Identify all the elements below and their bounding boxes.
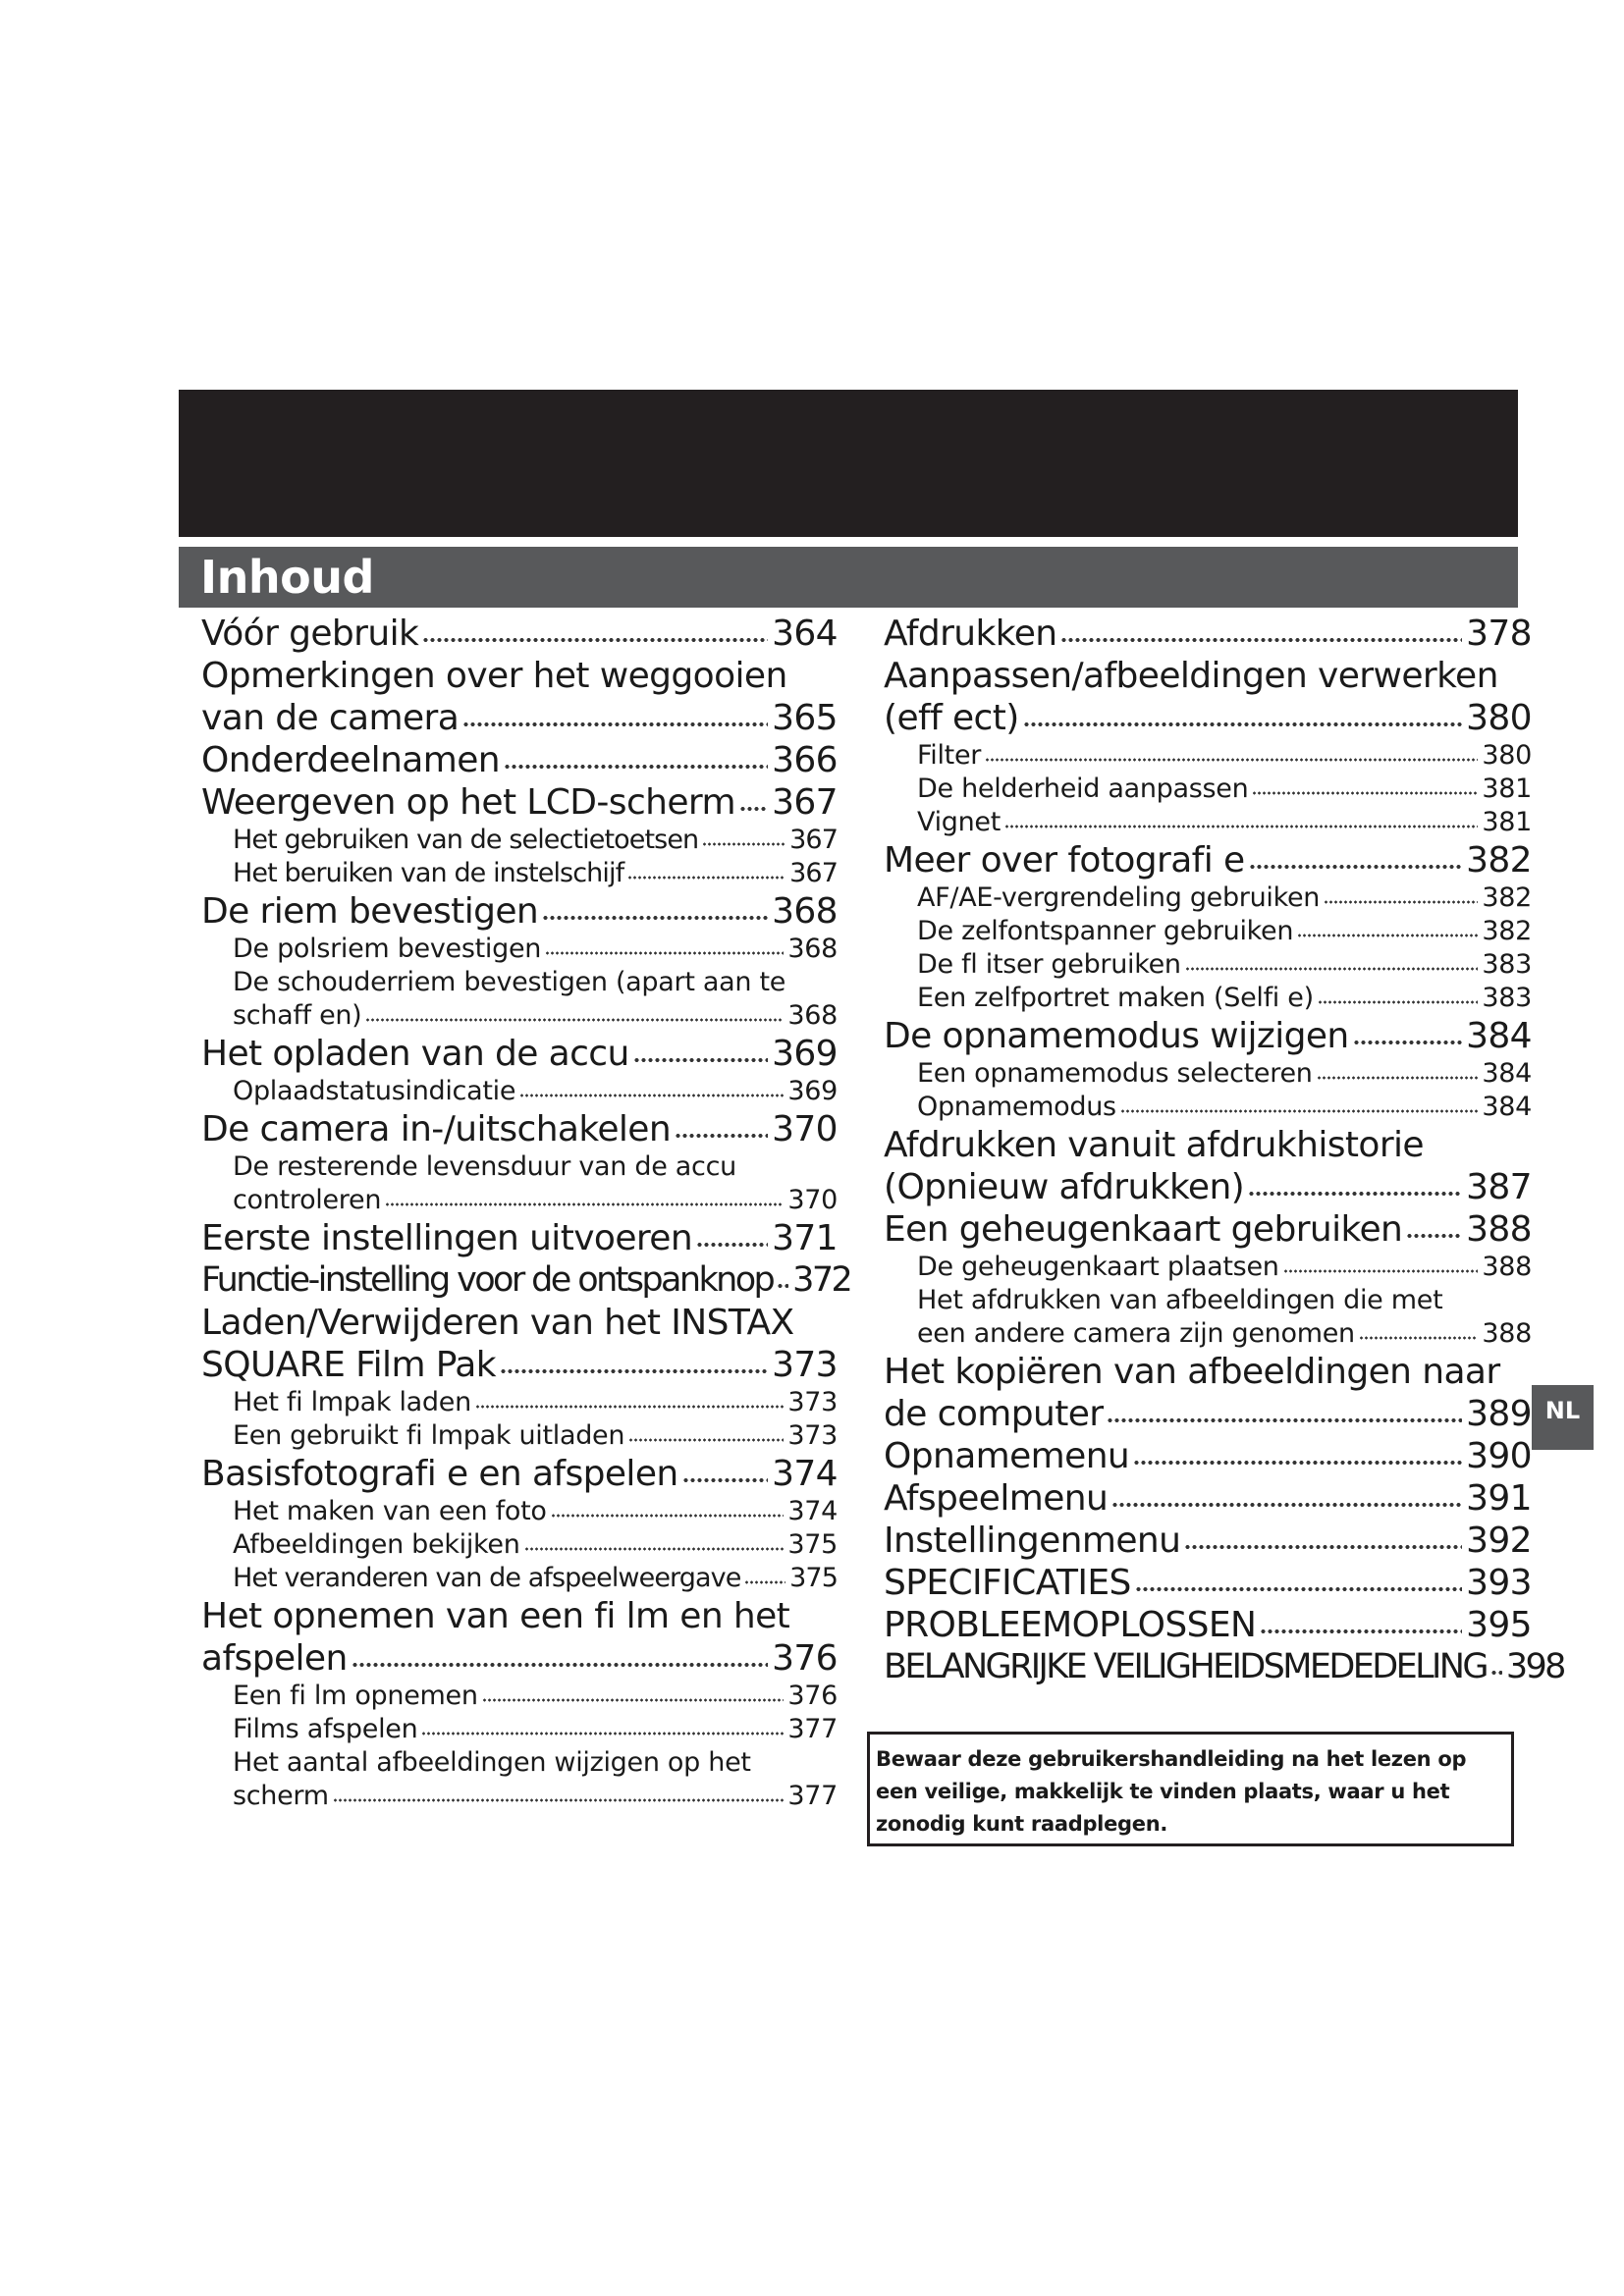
dot-leader xyxy=(542,915,768,921)
toc-entry[interactable] xyxy=(201,1595,838,1680)
toc-entry-title: Het veranderen van de afspeelweergave xyxy=(233,1563,741,1593)
toc-entry-title: Het opnemen van een fi lm en het xyxy=(201,1596,790,1636)
toc-entry-title: Vignet xyxy=(917,807,1001,837)
toc-subentry[interactable] xyxy=(201,1680,838,1713)
dot-leader xyxy=(1359,1336,1479,1340)
toc-subentry[interactable] xyxy=(201,1150,838,1217)
toc-entry-title-cont: scherm xyxy=(233,1781,329,1811)
dot-leader xyxy=(1060,637,1462,643)
dot-leader xyxy=(985,758,1478,762)
toc-subentry[interactable] xyxy=(884,739,1532,773)
dot-leader xyxy=(1353,1040,1462,1045)
toc-entry-title: De zelfontspanner gebruiken xyxy=(917,916,1294,946)
toc-entry-page: 369 xyxy=(787,1076,838,1106)
toc-entry[interactable] xyxy=(201,890,838,933)
toc-entry-page: 391 xyxy=(1466,1478,1532,1519)
toc-entry[interactable] xyxy=(201,1217,838,1259)
toc-entry-title: Het fi lmpak laden xyxy=(233,1387,471,1417)
dot-leader xyxy=(1120,1109,1479,1113)
toc-entry-title: Het aantal afbeeldingen wijzigen op het xyxy=(233,1747,751,1778)
toc-entry-title: Laden/Verwijderen van het INSTAX xyxy=(201,1303,794,1343)
toc-entry-page: 377 xyxy=(787,1781,838,1811)
toc-entry-title: Filter xyxy=(917,740,982,771)
toc-entry-page: 383 xyxy=(1482,983,1532,1013)
dot-leader xyxy=(1111,1502,1462,1508)
toc-entry-title: Basisfotografi e en afspelen xyxy=(201,1454,678,1494)
toc-entry-page: 367 xyxy=(789,825,838,855)
toc-entry-title: Films afspelen xyxy=(233,1714,418,1744)
toc-entry-title-cont: van de camera xyxy=(201,698,460,738)
toc-entry-title: Het maken van een foto xyxy=(233,1496,547,1526)
toc-entry-title: Meer over fotografi e xyxy=(884,840,1245,881)
toc-entry-page: 382 xyxy=(1466,840,1532,881)
dot-leader xyxy=(1406,1233,1462,1239)
toc-entry[interactable] xyxy=(201,1453,838,1495)
toc-entry-page: 369 xyxy=(772,1034,838,1074)
toc-entry-page: 392 xyxy=(1466,1521,1532,1561)
dot-leader xyxy=(1184,1544,1462,1550)
dot-leader xyxy=(702,842,785,846)
toc-entry-page: 389 xyxy=(1466,1394,1532,1434)
dot-leader xyxy=(628,1438,784,1442)
header-banner xyxy=(179,390,1518,537)
toc-entry-title: Weergeven op het LCD-scherm xyxy=(201,782,735,823)
toc-entry-page: 370 xyxy=(787,1185,838,1215)
toc-entry-title: De fl itser gebruiken xyxy=(917,949,1181,980)
toc-entry-title: AF/AE-vergrendeling gebruiken xyxy=(917,882,1321,913)
toc-entry-title: Het opladen van de accu xyxy=(201,1034,629,1074)
toc-entry-title: Afbeeldingen bekijken xyxy=(233,1529,520,1560)
dot-leader xyxy=(682,1477,768,1483)
toc-entry[interactable] xyxy=(201,613,838,655)
toc-entry-title-cont: een andere camera zijn genomen xyxy=(917,1318,1355,1349)
toc-entry-page: 367 xyxy=(772,782,838,823)
dot-leader xyxy=(475,1405,784,1409)
toc-entry-page: 368 xyxy=(772,891,838,932)
toc-entry-title: Het beruiken van de instelschijf xyxy=(233,858,624,888)
toc-entry[interactable] xyxy=(201,655,838,739)
toc-entry-page: 370 xyxy=(772,1109,838,1149)
toc-entry-page: 373 xyxy=(772,1345,838,1385)
toc-entry-title: Eerste instellingen uitvoeren xyxy=(201,1218,693,1258)
toc-entry-title: De polsriem bevestigen xyxy=(233,934,542,964)
toc-entry-page: 383 xyxy=(1482,949,1532,980)
toc-entry-page: 377 xyxy=(787,1714,838,1744)
dot-leader xyxy=(422,637,768,643)
toc-subentry[interactable] xyxy=(201,1713,838,1746)
dot-leader xyxy=(385,1202,784,1206)
toc-entry-page: 388 xyxy=(1482,1318,1532,1349)
dot-leader xyxy=(739,806,768,812)
toc-entry[interactable] xyxy=(201,1302,838,1386)
toc-entry-title: Opmerkingen over het weggooien xyxy=(201,656,787,696)
toc-entry-page: 393 xyxy=(1466,1563,1532,1603)
dot-leader xyxy=(551,1514,785,1518)
dot-leader xyxy=(1252,791,1478,795)
toc-entry[interactable] xyxy=(201,739,838,781)
toc-entry[interactable] xyxy=(884,655,1532,739)
toc-subentry[interactable] xyxy=(201,1386,838,1419)
toc-entry-page: 380 xyxy=(1466,698,1532,738)
toc-entry-title: De resterende levensduur van de accu xyxy=(233,1151,736,1182)
toc-entry-title: Het afdrukken van afbeeldingen die met xyxy=(917,1285,1443,1315)
toc-entry-page: 373 xyxy=(787,1420,838,1451)
dot-leader xyxy=(696,1242,768,1248)
toc-subentry[interactable] xyxy=(201,966,838,1033)
toc-entry-page: 367 xyxy=(789,858,838,888)
toc-entry-page: 380 xyxy=(1482,740,1532,771)
dot-leader xyxy=(1185,967,1479,971)
toc-subentry[interactable] xyxy=(201,1746,838,1813)
dot-leader xyxy=(519,1094,784,1097)
dot-leader xyxy=(421,1732,784,1735)
toc-entry-title: PROBLEEMOPLOSSEN xyxy=(884,1605,1257,1645)
toc-entry[interactable] xyxy=(884,1604,1532,1646)
toc-entry-title: Opnamemodus xyxy=(917,1092,1116,1122)
toc-entry-page: 364 xyxy=(772,614,838,654)
toc-entry-title-cont: SQUARE Film Pak xyxy=(201,1345,496,1385)
toc-entry-page: 381 xyxy=(1482,774,1532,804)
toc-entry-title: Een gebruikt fi lmpak uitladen xyxy=(233,1420,625,1451)
toc-entry-title: De schouderriem bevestigen (apart aan te xyxy=(233,967,786,997)
toc-entry-title: Een opnamemodus selecteren xyxy=(917,1058,1313,1089)
toc-entry-title: Functie-instelling voor de ontspanknop xyxy=(201,1260,774,1300)
toc-subentry[interactable] xyxy=(201,1075,838,1108)
toc-entry-page: 378 xyxy=(1466,614,1532,654)
toc-entry-title: De riem bevestigen xyxy=(201,891,539,932)
toc-entry-title: Afdrukken vanuit afdrukhistorie xyxy=(884,1125,1424,1165)
dot-leader xyxy=(1283,1269,1479,1273)
toc-entry-page: 368 xyxy=(787,1000,838,1031)
toc-entry-title: Een zelfportret maken (Selfi e) xyxy=(917,983,1314,1013)
toc-entry-page: 384 xyxy=(1466,1016,1532,1056)
toc-subentry[interactable] xyxy=(884,1091,1532,1124)
toc-subentry[interactable] xyxy=(884,1251,1532,1284)
toc-subentry[interactable] xyxy=(201,1562,838,1595)
toc-entry-title: Aanpassen/afbeeldingen verwerken xyxy=(884,656,1498,696)
toc-entry[interactable] xyxy=(201,781,838,824)
toc-entry-title-cont: controleren xyxy=(233,1185,382,1215)
toc-entry[interactable] xyxy=(884,839,1532,881)
dot-leader xyxy=(1318,1000,1479,1004)
toc-entry-page: 371 xyxy=(772,1218,838,1258)
dot-leader xyxy=(1023,721,1462,727)
toc-entry-page: 398 xyxy=(1505,1647,1564,1686)
toc-left-column xyxy=(201,613,851,1813)
dot-leader xyxy=(1260,1629,1462,1634)
toc-subentry[interactable] xyxy=(201,1419,838,1453)
toc-entry-title: Onderdeelnamen xyxy=(201,740,500,780)
dot-leader xyxy=(777,1283,788,1289)
toc-subentry[interactable] xyxy=(201,1495,838,1528)
toc-entry[interactable] xyxy=(884,1351,1532,1435)
toc-entry-title: De helderheid aanpassen xyxy=(917,774,1249,804)
dot-leader xyxy=(462,721,768,727)
toc-subentry[interactable] xyxy=(884,773,1532,806)
toc-subentry[interactable] xyxy=(201,857,838,890)
dot-leader xyxy=(1317,1076,1479,1080)
toc-subentry[interactable] xyxy=(201,824,838,857)
toc-entry[interactable] xyxy=(201,1259,851,1302)
toc-subentry[interactable] xyxy=(884,806,1532,839)
dot-leader xyxy=(352,1662,768,1668)
toc-entry-title: De camera in-/uitschakelen xyxy=(201,1109,672,1149)
toc-entry-page: 384 xyxy=(1482,1058,1532,1089)
toc-entry-page: 368 xyxy=(787,934,838,964)
dot-leader xyxy=(633,1057,768,1063)
dot-leader xyxy=(365,1018,784,1022)
toc-entry-title: BELANGRIJKE VEILIGHEIDSMEDEDELING xyxy=(884,1647,1487,1686)
toc-entry[interactable] xyxy=(884,1520,1532,1562)
note-text: Bewaar deze gebruikershandleiding na het lezen op een veilige, makkelijk te vinden plaats, waar u het zonodig kunt raadplegen. xyxy=(876,1747,1467,1836)
toc-entry-title-cont: schaff en) xyxy=(233,1000,362,1031)
dot-leader xyxy=(333,1798,785,1802)
toc-entry-title: De opnamemodus wijzigen xyxy=(884,1016,1349,1056)
toc-entry-page: 372 xyxy=(792,1260,851,1300)
toc-entry-title-cont: (Opnieuw afdrukken) xyxy=(884,1167,1245,1207)
toc-subentry[interactable] xyxy=(884,915,1532,948)
language-tab: NL xyxy=(1532,1385,1594,1450)
toc-entry-page: 374 xyxy=(772,1454,838,1494)
toc-entry-title: Vóór gebruik xyxy=(201,614,419,654)
toc-entry-page: 382 xyxy=(1482,882,1532,913)
toc-entry-title-cont: afspelen xyxy=(201,1638,348,1679)
toc-entry[interactable] xyxy=(201,1108,838,1150)
toc-entry-title-cont: de computer xyxy=(884,1394,1104,1434)
toc-subentry[interactable] xyxy=(884,948,1532,982)
toc-entry-page: 387 xyxy=(1466,1167,1532,1207)
dot-leader xyxy=(1249,864,1463,870)
toc-entry-title: Afdrukken xyxy=(884,614,1057,654)
dot-leader xyxy=(524,1547,785,1551)
dot-leader xyxy=(1107,1417,1462,1423)
toc-entry-title-cont: (eff ect) xyxy=(884,698,1019,738)
toc-entry-page: 388 xyxy=(1482,1252,1532,1282)
dot-leader xyxy=(1297,934,1478,937)
dot-leader xyxy=(482,1698,785,1702)
toc-subentry[interactable] xyxy=(884,1284,1532,1351)
toc-entry-title: Oplaadstatusindicatie xyxy=(233,1076,516,1106)
toc-entry[interactable] xyxy=(884,1477,1532,1520)
toc-entry[interactable] xyxy=(884,1208,1532,1251)
toc-entry[interactable] xyxy=(201,1033,838,1075)
toc-entry-title: Opnamemenu xyxy=(884,1436,1130,1476)
dot-leader xyxy=(744,1580,785,1584)
dot-leader xyxy=(1004,825,1478,828)
title-bar xyxy=(179,547,1518,608)
dot-leader xyxy=(500,1368,768,1374)
toc-entry[interactable] xyxy=(884,1435,1532,1477)
toc-entry[interactable] xyxy=(884,1646,1564,1688)
toc-entry-page: 365 xyxy=(772,698,838,738)
toc-entry-title: Afspeelmenu xyxy=(884,1478,1109,1519)
dot-leader xyxy=(1324,900,1478,904)
toc-entry-page: 375 xyxy=(789,1563,838,1593)
note-box xyxy=(867,1732,1514,1846)
dot-leader xyxy=(504,764,768,770)
dot-leader xyxy=(627,876,785,880)
toc-entry-page: 376 xyxy=(787,1681,838,1711)
toc-entry-page: 382 xyxy=(1482,916,1532,946)
toc-entry-page: 381 xyxy=(1482,807,1532,837)
dot-leader xyxy=(1248,1191,1462,1197)
dot-leader xyxy=(1135,1586,1462,1592)
toc-subentry[interactable] xyxy=(201,933,838,966)
toc-entry-title: Een fi lm opnemen xyxy=(233,1681,478,1711)
toc-entry-title: SPECIFICATIES xyxy=(884,1563,1131,1603)
toc-subentry[interactable] xyxy=(884,982,1532,1015)
toc-entry-page: 395 xyxy=(1466,1605,1532,1645)
dot-leader xyxy=(1490,1670,1502,1676)
toc-entry[interactable] xyxy=(884,613,1532,655)
toc-entry-title: Het gebruiken van de selectietoetsen xyxy=(233,825,699,855)
toc-entry[interactable] xyxy=(884,1015,1532,1057)
toc-entry-page: 384 xyxy=(1482,1092,1532,1122)
toc-entry-page: 388 xyxy=(1466,1209,1532,1250)
toc-subentry[interactable] xyxy=(201,1528,838,1562)
toc-entry-page: 390 xyxy=(1466,1436,1532,1476)
toc-entry[interactable] xyxy=(884,1124,1532,1208)
toc-entry-title: Het kopiëren van afbeeldingen naar xyxy=(884,1352,1500,1392)
toc-entry-page: 366 xyxy=(772,740,838,780)
toc-entry-page: 374 xyxy=(787,1496,838,1526)
dot-leader xyxy=(675,1133,768,1139)
dot-leader xyxy=(545,951,784,955)
page-title: Inhoud xyxy=(200,551,374,604)
toc-entry-title: De geheugenkaart plaatsen xyxy=(917,1252,1279,1282)
toc-subentry[interactable] xyxy=(884,881,1532,915)
toc-entry-title: Instellingenmenu xyxy=(884,1521,1181,1561)
toc-entry-page: 375 xyxy=(787,1529,838,1560)
dot-leader xyxy=(1133,1460,1462,1466)
toc-entry-page: 376 xyxy=(772,1638,838,1679)
toc-subentry[interactable] xyxy=(884,1057,1532,1091)
toc-entry[interactable] xyxy=(884,1562,1532,1604)
toc-entry-page: 373 xyxy=(787,1387,838,1417)
toc-entry-title: Een geheugenkaart gebruiken xyxy=(884,1209,1403,1250)
